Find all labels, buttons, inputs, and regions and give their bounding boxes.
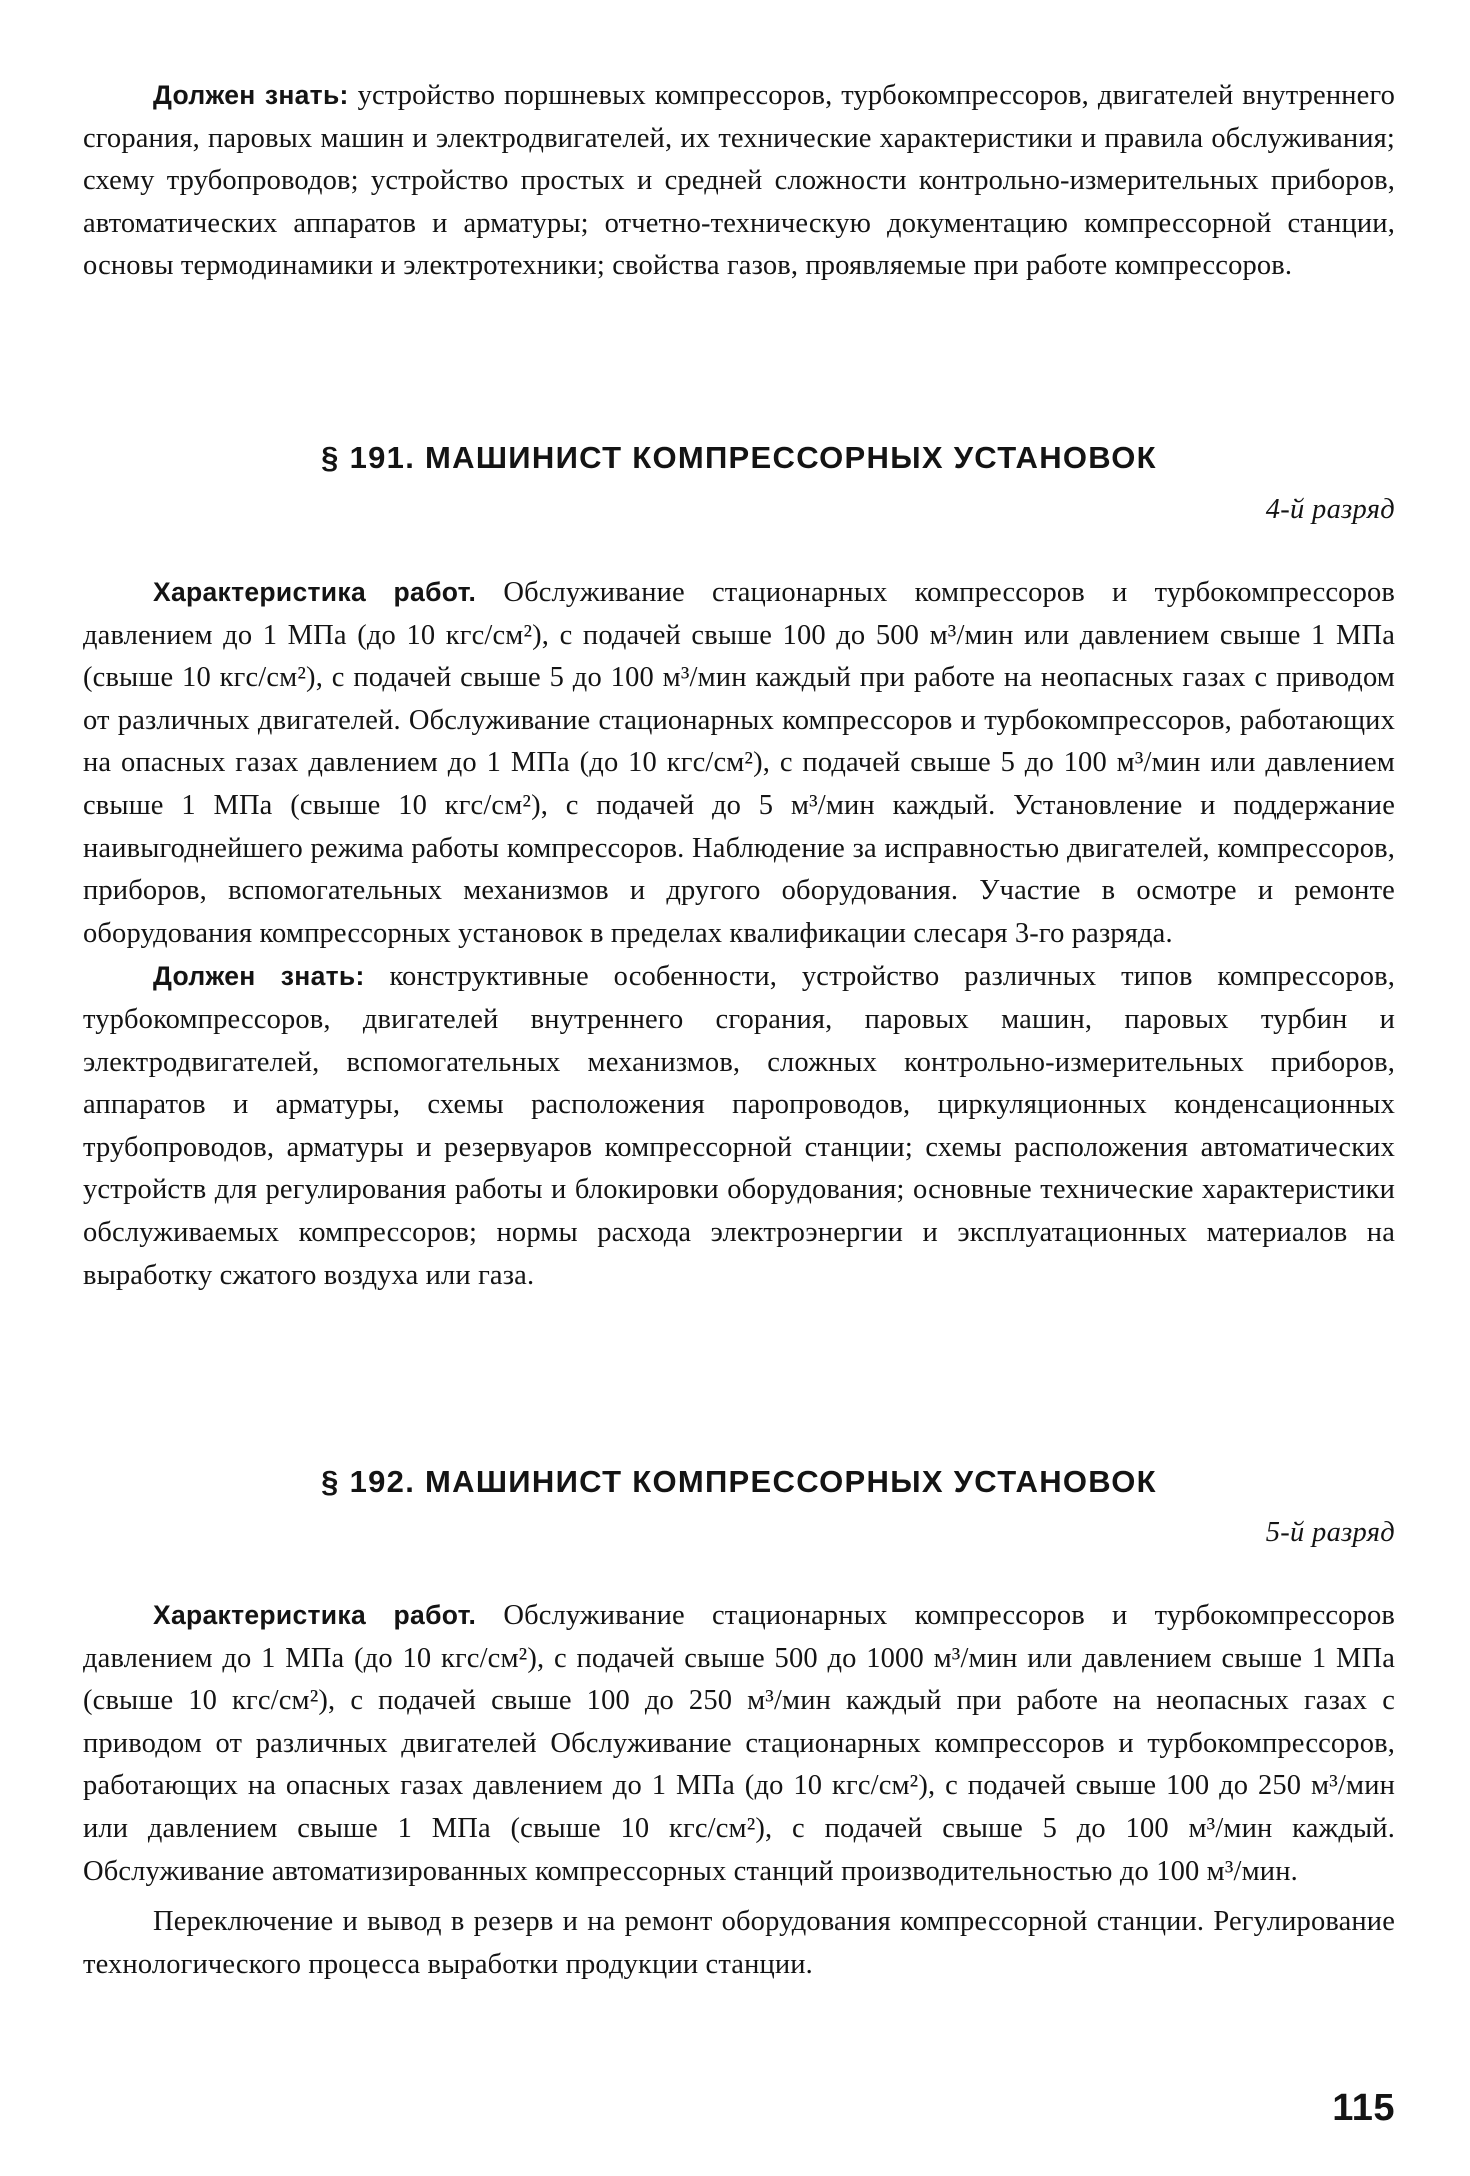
section-191-characteristics <box>83 571 1395 955</box>
knowledge-lead: Должен знать: <box>153 80 349 110</box>
characteristics-lead: Характеристика работ. <box>153 1600 477 1630</box>
section-191-heading: § 191. МАШИНИСТ КОМПРЕССОРНЫХ УСТАНОВОК <box>321 440 1157 475</box>
knowledge-text: устройство поршневых компрессоров, турбокомпрессоров, двигателей внутреннего сгорания, паровых машин и электродвигателей, их технические характеристики и правила обслуживания; схему трубопроводов; устройство простых и средней сложности контрольно-измерительных приборов, автоматических аппаратов и арматуры; отчетно-техническую документацию компрессорной станции, основы термодинамики и электротехники; свойства газов, проявляемые при работе компрессоров. <box>83 80 1395 282</box>
section-191-knowledge <box>83 955 1395 1297</box>
knowledge-text: конструктивные особенности, устройство различных типов компрессоров, турбокомпрессоров, двигателей внутреннего сгорания, паровых машин, паровых турбин и электродвигателей, вспомогательных механизмов, сложных контрольно-измерительных приборов, аппаратов и арматуры, схемы расположения паропроводов, циркуляционных конденсационных трубопроводов, арматуры и резервуаров компрессорной станции; схемы расположения автоматических устройств для регулирования работы и блокировки оборудования; основные технические характеристики обслуживаемых компрессоров; нормы расхода электроэнергии и эксплуатационных материалов на выработку сжатого воздуха или газа. <box>83 961 1396 1291</box>
section-192-heading: § 192. МАШИНИСТ КОМПРЕССОРНЫХ УСТАНОВОК <box>321 1464 1157 1499</box>
section-192-body <box>83 1594 1395 1986</box>
prev-section-block <box>83 74 1395 288</box>
characteristics-lead: Характеристика работ. <box>153 577 477 607</box>
knowledge-lead: Должен знать: <box>153 961 365 992</box>
page-number: 115 <box>1332 2087 1395 2129</box>
section-192-paragraph-2: Переключение и вывод в резерв и на ремонт оборудования компрессорной станции. Регулирование технологического процесса выработки продукции станции. <box>83 1906 1395 1980</box>
characteristics-text: Обслуживание стационарных компрессоров и турбокомпрессоров давлением до 1 МПа (до 10 кгс/см²), с подачей свыше 100 до 500 м³/мин или давлением свыше 1 МПа (свыше 10 кгс/см²), с подачей свыше 5 до 100 м³/мин каждый при работе на неопасных газах с приводом от различных двигателей. Обслуживание стационарных компрессоров и турбокомпрессоров, работающих на опасных газах давлением до 1 МПа (до 10 кгс/см²), с подачей свыше 5 до 100 м³/мин или давлением свыше 1 МПа (свыше 10 кгс/см²), с подачей до 5 м³/мин каждый. Установление и поддержание наивыгоднейшего режима работы компрессоров. Наблюдение за исправностью двигателей, компрессоров, приборов, вспомогательных механизмов и другого оборудования. Участие в осмотре и ремонте оборудования компрессорных установок в пределах квалификации слесаря 3-го разряда. <box>83 577 1395 949</box>
characteristics-text: Обслуживание стационарных компрессоров и турбокомпрессоров давлением до 1 МПа (до 10 кгс/см²), с подачей свыше 500 до 1000 м³/мин или давлением свыше 1 МПа (свыше 10 кгс/см²), с подачей свыше 100 до 250 м³/мин каждый при работе на неопасных газах с приводом от различных двигателей Обслуживание стационарных компрессоров и турбокомпрессоров, работающих на опасных газах давлением до 1 МПа (до 10 кгс/см²), с подачей свыше 100 до 250 м³/мин или давлением свыше 1 МПа (свыше 10 кгс/см²), с подачей свыше 5 до 100 м³/мин каждый. Обслуживание автоматизированных компрессорных станций производительностью до 100 м³/мин. <box>83 1600 1395 1887</box>
section-192-characteristics <box>83 1594 1395 1893</box>
section-192-rank: 5-й разряд <box>1265 1517 1395 1548</box>
knowledge-paragraph <box>83 74 1395 288</box>
section-191-body <box>83 571 1395 1297</box>
section-191-rank: 4-й разряд <box>1265 494 1395 525</box>
